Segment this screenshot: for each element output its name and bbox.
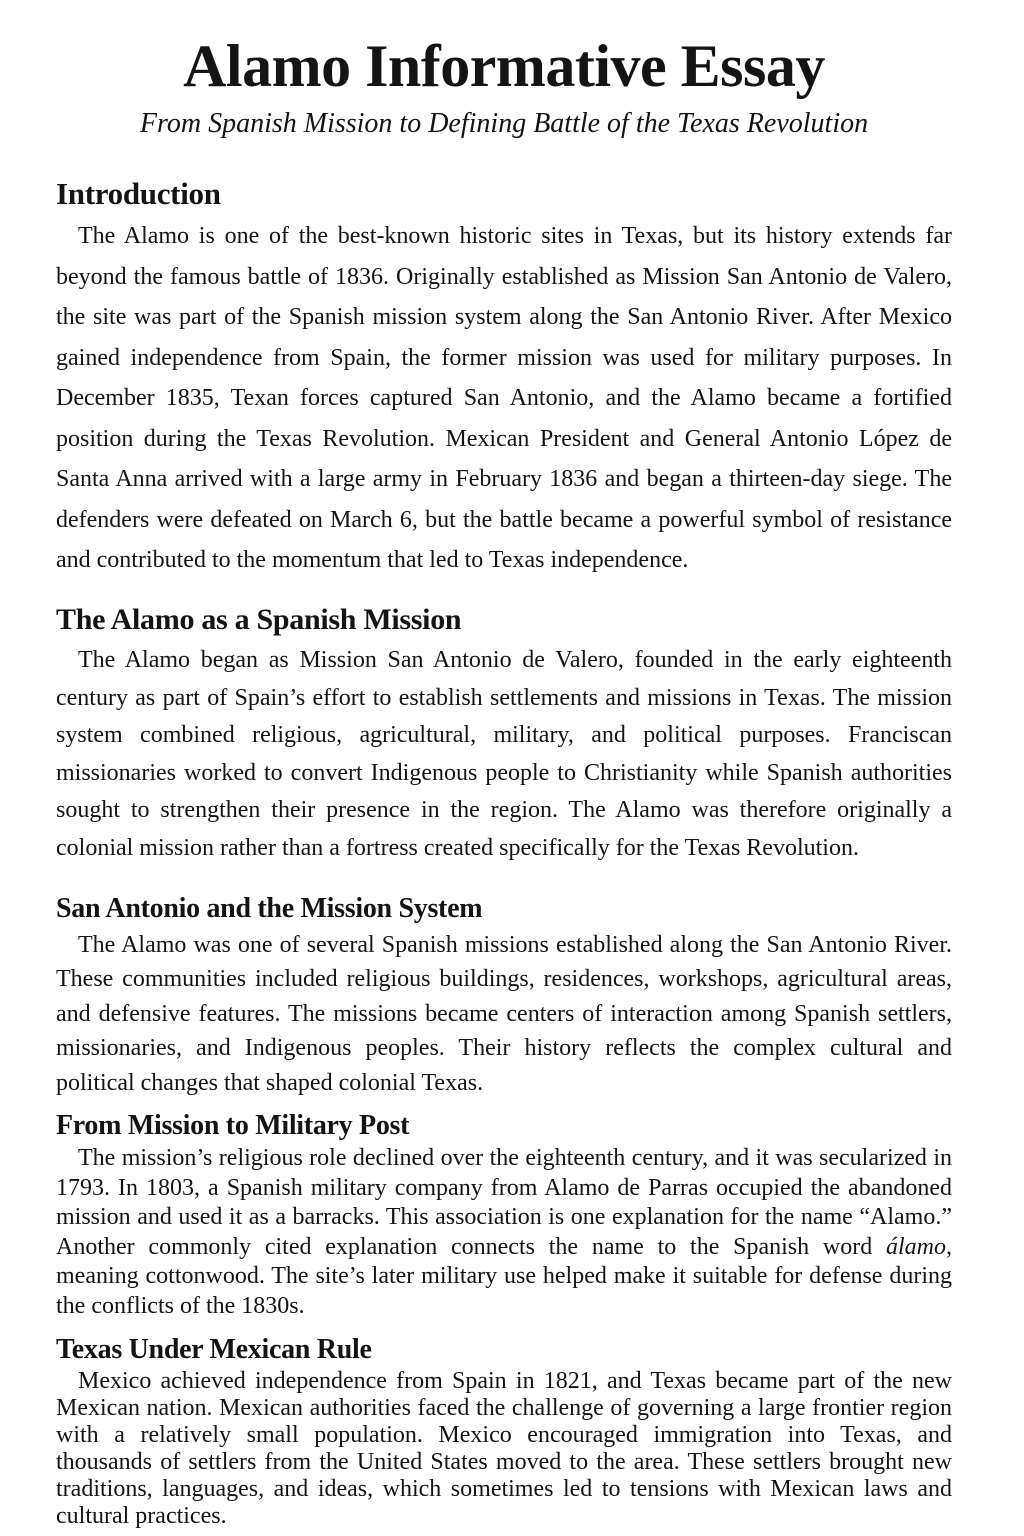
essay-page <box>56 0 952 1536</box>
paragraph-text: The mission’s religious role declined over the eighteenth century, and it was secularized in 1793. In 1803, a Spanish military company from Alamo de Parras occupied the abandoned mission and used it as a barracks. This association is one explanation for the name “Alamo.” Another commonly cited explanation connects the name to the Spanish word <box>56 1145 952 1260</box>
section-heading: San Antonio and the Mission System <box>56 893 483 924</box>
paragraph-text: , meaning cottonwood. The site’s later military use helped make it suitable for defense during the conflicts of the 1830s. <box>56 1233 952 1319</box>
section-paragraph: The Alamo is one of the best-known historic sites in Texas, but its history extends far beyond the famous battle of 1836. Originally established as Mission San Antonio de Valero, the site was part of the Spanish mission system along the San Antonio River. After Mexico gained independence from Spain, the former mission was used for military purposes. In December 1835, Texan forces captured San Antonio, and the Alamo became a fortified position during the Texas Revolution. Mexican President and General Antonio López de Santa Anna arrived with a large army in February 1836 and began a thirteen-day siege. The defenders were defeated on March 6, but the battle became a powerful symbol of resistance and contributed to the momentum that led to Texas independence. <box>56 223 952 573</box>
section-paragraph: The Alamo began as Mission San Antonio de Valero, founded in the early eighteenth century as part of Spain’s effort to establish settlements and missions in Texas. The mission system combined religious, agricultural, military, and political purposes. Franciscan missionaries worked to convert Indigenous people to Christianity while Spanish authorities sought to strengthen their presence in the region. The Alamo was therefore originally a colonial mission rather than a fortress created specifically for the Texas Revolution. <box>56 647 952 861</box>
section-military-post <box>56 1108 952 1322</box>
section-paragraph: Mexico achieved independence from Spain in 1821, and Texas became part of the new Mexican nation. Mexican authorities faced the challenge of governing a large frontier region with a relatively small population. Mexico encouraged immigration into Texas, and thousands of settlers from the United States moved to the area. These settlers brought new traditions, languages, and ideas, which sometimes led to tensions with Mexican laws and cultural practices. <box>56 1368 952 1529</box>
document-subtitle: From Spanish Mission to Defining Battle of the Texas Revolution <box>139 108 869 139</box>
section-mission-system <box>56 890 952 1100</box>
section-heading: Introduction <box>56 176 221 211</box>
section-spanish-mission <box>56 600 952 868</box>
section-heading: Texas Under Mexican Rule <box>56 1334 372 1365</box>
section-mexican-rule <box>56 1332 952 1530</box>
section-paragraph <box>56 1144 952 1322</box>
spanish-term: álamo <box>886 1233 946 1260</box>
section-paragraph: The Alamo was one of several Spanish missions established along the San Antonio River. These communities included religious buildings, residences, workshops, agricultural areas, and defensive features. The missions became centers of interaction among Spanish settlers, missionaries, and Indigenous peoples. Their history reflects the complex cultural and political changes that shaped colonial Texas. <box>56 932 952 1096</box>
section-introduction <box>56 174 952 581</box>
section-heading: The Alamo as a Spanish Mission <box>56 603 462 636</box>
section-heading: From Mission to Military Post <box>56 1110 410 1141</box>
document-title: Alamo Informative Essay <box>183 33 825 99</box>
